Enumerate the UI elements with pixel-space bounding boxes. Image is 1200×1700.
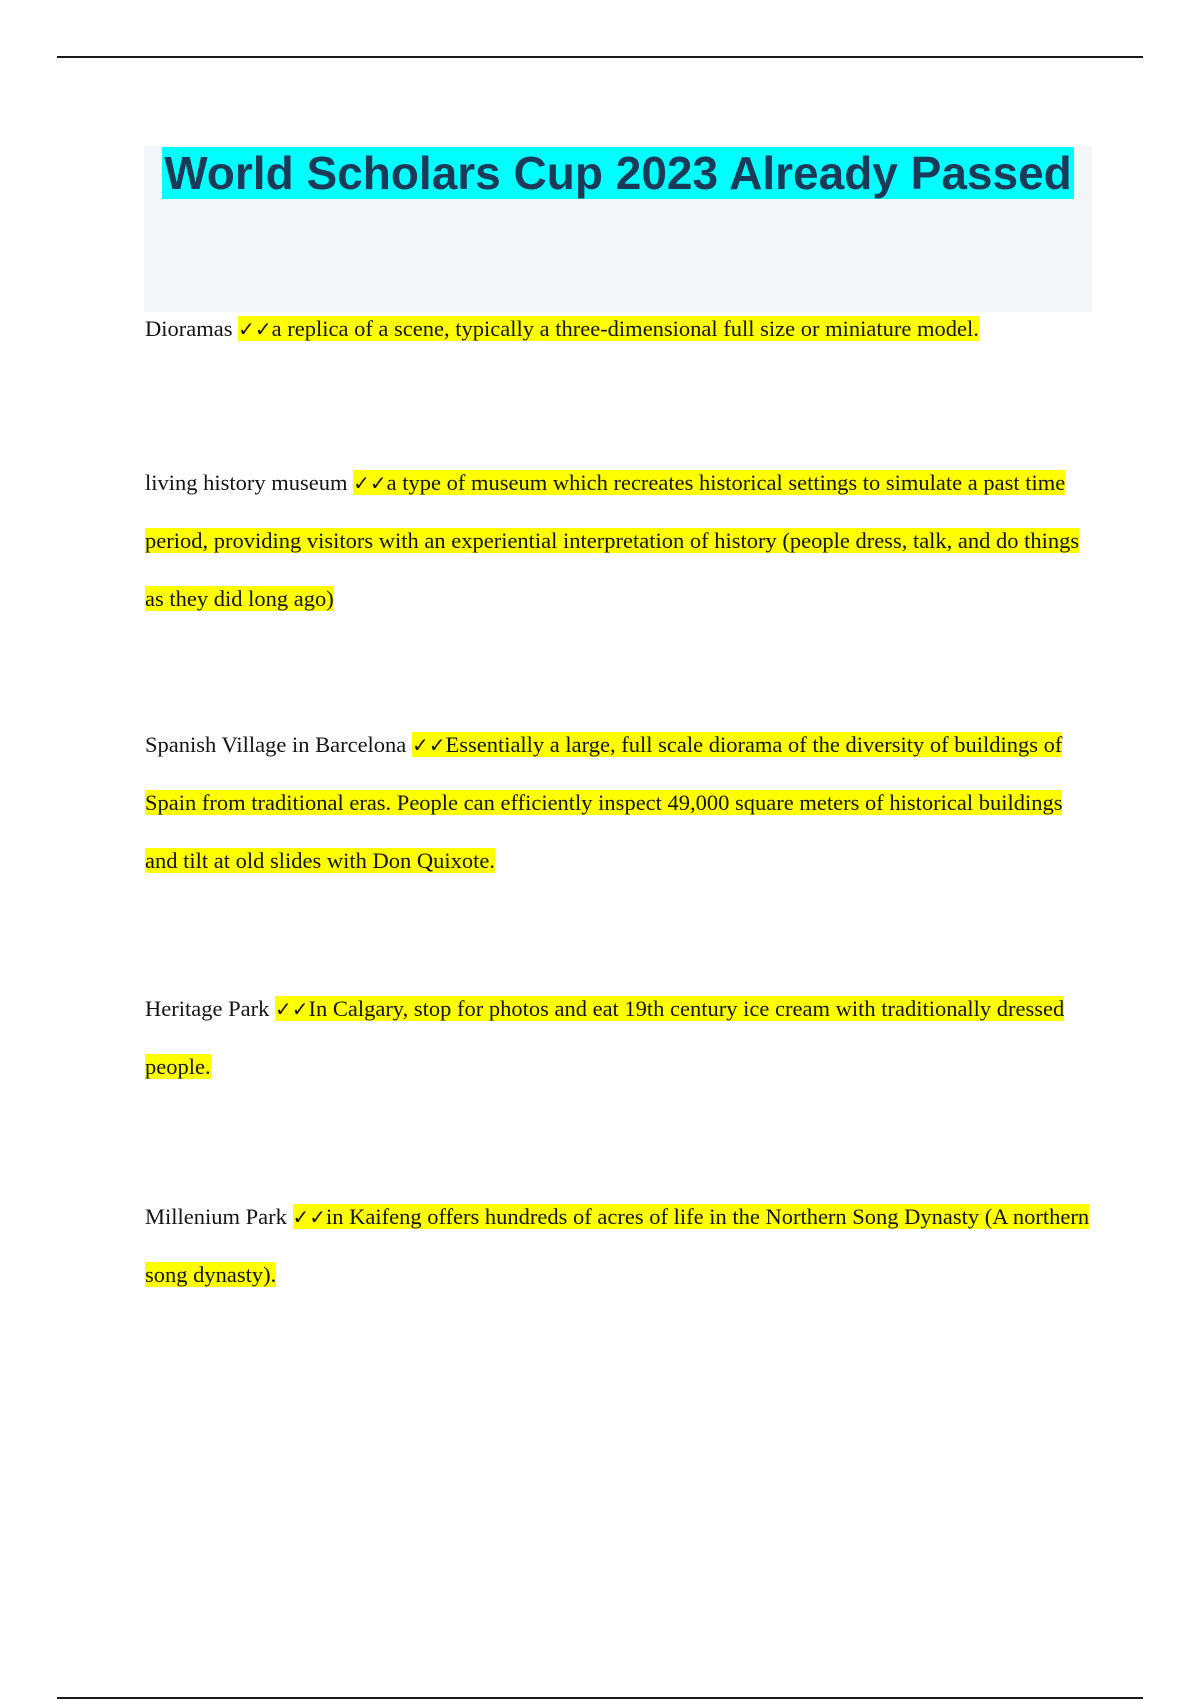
document-title <box>144 146 1092 200</box>
entry-spanish-village <box>145 716 1090 890</box>
entry-answer <box>145 1204 1089 1287</box>
entry-term: Dioramas <box>145 316 233 341</box>
entry-definition: a type of museum which recreates historical settings to simulate a past time period, providing visitors with an experiential interpretation of history (people dress, talk, and do things as they did long ago) <box>145 470 1080 611</box>
double-check-icon: ✓✓ <box>274 997 309 1021</box>
title-highlight: World Scholars Cup 2023 Already Passed <box>164 147 1072 199</box>
top-rule <box>57 56 1143 58</box>
entry-millenium-park <box>145 1188 1090 1304</box>
entry-definition: Essentially a large, full scale diorama of the diversity of buildings of Spain from traditional eras. People can efficiently inspect 49,000 square meters of historical buildings and tilt at old slides with Don Quixote. <box>145 732 1063 873</box>
entry-dioramas <box>145 300 1090 358</box>
entry-term: Spanish Village in Barcelona <box>145 732 407 757</box>
entry-definition: In Calgary, stop for photos and eat 19th century ice cream with traditionally dressed people. <box>145 996 1065 1079</box>
entry-term: living history museum <box>145 470 348 495</box>
double-check-icon: ✓✓ <box>238 317 272 341</box>
entry-heritage-park <box>145 980 1090 1096</box>
bottom-rule <box>57 1697 1143 1699</box>
entry-term: Millenium Park <box>145 1204 287 1229</box>
double-check-icon: ✓✓ <box>292 1205 327 1229</box>
entry-definition: in Kaifeng offers hundreds of acres of life in the Northern Song Dynasty (A northern song dynasty). <box>145 1204 1090 1287</box>
double-check-icon: ✓✓ <box>411 733 446 757</box>
entry-answer <box>145 996 1064 1079</box>
entry-answer <box>238 316 979 341</box>
entry-term: Heritage Park <box>145 996 270 1021</box>
entry-definition: a replica of a scene, typically a three-dimensional full size or miniature model. <box>271 316 979 341</box>
entry-living-history-museum <box>145 454 1090 628</box>
double-check-icon: ✓✓ <box>353 471 387 495</box>
title-block <box>144 146 1092 312</box>
